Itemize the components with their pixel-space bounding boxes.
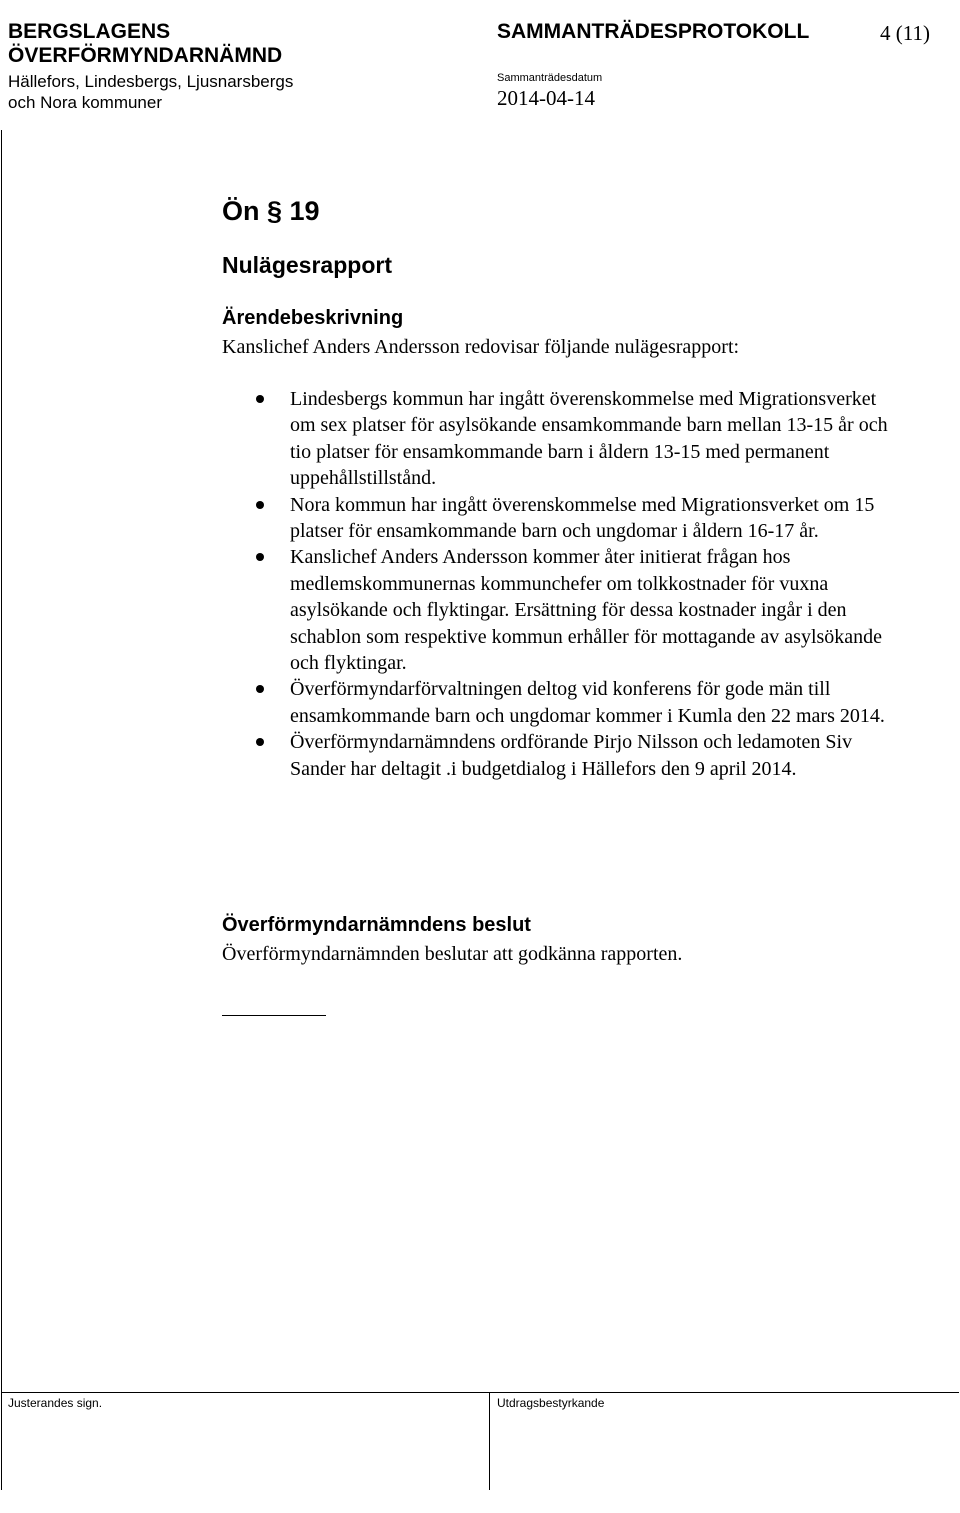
municipalities-line1: Hällefors, Lindesbergs, Ljusnarsbergs — [8, 72, 294, 91]
list-item-text: Överförmyndarförvaltningen deltog vid konferens för gode män till ensamkommande barn och ungdomar kommer i Kumla den 22 mars 2014. — [290, 678, 885, 727]
bullet-icon — [256, 685, 264, 693]
list-item — [222, 676, 892, 729]
municipalities-line2: och Nora kommuner — [8, 93, 163, 112]
meeting-date: 2014-04-14 — [497, 86, 595, 110]
page-number: 4 (11) — [880, 21, 930, 45]
page-border-left — [1, 130, 2, 1490]
bullet-icon — [256, 501, 264, 509]
list-item — [222, 729, 892, 782]
signature-label: Justerandes sign. — [8, 1396, 103, 1410]
list-item — [222, 544, 892, 676]
meeting-date-label: Sammanträdesdatum — [497, 72, 603, 84]
bullet-icon — [256, 395, 264, 403]
intro-paragraph: Kanslichef Anders Andersson redovisar följande nulägesrapport: — [222, 336, 740, 358]
bullet-icon — [256, 553, 264, 561]
list-item-text: Lindesbergs kommun har ingått överenskommelse med Migrationsverket om sex platser för asylsökande ensamkommande barn mellan 13-15 år och tio platser för ensamkommande barn i åldern 13-15 med permanent uppehållstillstånd. — [290, 388, 888, 490]
decision-paragraph: Överförmyndarnämnden beslutar att godkänna rapporten. — [222, 943, 683, 965]
item-title: Nulägesrapport — [222, 252, 392, 278]
list-item — [222, 386, 892, 492]
list-item-text: Överförmyndarnämndens ordförande Pirjo Nilsson och ledamoten Siv Sander har deltagit .i budgetdialog i Hällefors den 9 april 2014. — [290, 731, 853, 780]
list-item-text: Nora kommun har ingått överenskommelse med Migrationsverket om 15 platser för ensamkommande barn och ungdomar i åldern 16-17 år. — [290, 493, 875, 543]
status-bullet-list — [222, 386, 892, 782]
list-item-text: Kanslichef Anders Andersson kommer åter initierat frågan hos medlemskommunernas kommunchefer om tolkkostnader för vuxna asylsökande och flyktingar. Ersättning för dessa kostnader ingår i den schablon som respektive kommun erhåller för mottagande av asylsökande och flyktingar. — [290, 546, 883, 675]
section-heading: Ön § 19 — [222, 196, 320, 226]
certification-label: Utdragsbestyrkande — [497, 1396, 605, 1410]
decision-heading: Överförmyndarnämndens beslut — [222, 914, 531, 936]
footer-column-divider — [489, 1392, 490, 1490]
bullet-icon — [256, 738, 264, 746]
org-name-line1: BERGSLAGENS — [8, 20, 171, 43]
org-name-line2: ÖVERFÖRMYNDARNÄMND — [8, 44, 283, 67]
list-item — [222, 492, 892, 545]
document-title: SAMMANTRÄDESPROTOKOLL — [497, 20, 810, 43]
footer-divider — [1, 1392, 959, 1393]
end-rule — [222, 1015, 326, 1016]
description-heading: Ärendebeskrivning — [222, 307, 404, 329]
